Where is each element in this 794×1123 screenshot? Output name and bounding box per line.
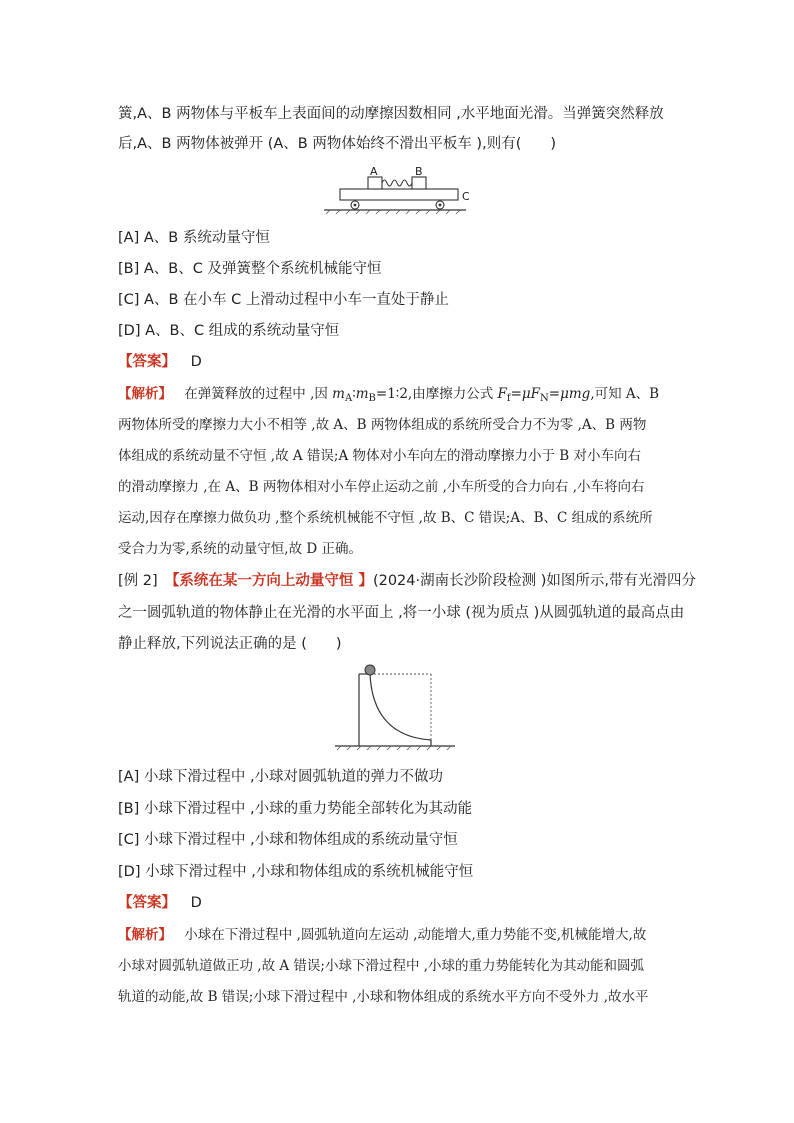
q2-option-d: [D] 小球下滑过程中 ,小球和物体组成的系统机械能守恒 [118, 864, 474, 880]
q2-analysis-line1: 【解析】 小球在下滑过程中 ,圆弧轨道向左运动 ,动能增大,重力势能不变,机械能增大,故 [118, 927, 647, 943]
q2-analysis-label: 【解析】 [118, 927, 172, 943]
q1-option-d: [D] A、B、C 组成的系统动量守恒 [118, 323, 340, 339]
q2-option-a: [A] 小球下滑过程中 ,小球对圆弧轨道的弹力不做功 [118, 769, 444, 785]
q1-analysis-line1: 【解析】 在弹簧释放的过程中 ,因 $m_A∶m_B=1∶2$,由摩擦力公式 $F_f=\mu F_N=\mu mg$,可知 A、B [118, 386, 660, 404]
q2-answer-label: 【答案】 [118, 895, 176, 911]
q1-answer-row [118, 352, 202, 372]
q1-analysis-label: 【解析】 [118, 386, 172, 402]
q1-stem-line1: 簧,A、B 两物体与平板车上表面间的动摩擦因数相同 ,水平地面光滑。当弹簧突然释放 [118, 106, 664, 122]
q2-topic-tag: 【系统在某一方向上动量守恒 】 [172, 573, 373, 589]
label-b: B [415, 165, 423, 178]
q2-stem-line2: 之一圆弧轨道的物体静止在光滑的水平面上 ,将一小球 (视为质点 )从圆弧轨道的最高点由 [118, 605, 685, 621]
q2-stem-line3: 静止释放,下列说法正确的是 ( ) [118, 636, 342, 652]
q2-option-b: [B] 小球下滑过程中 ,小球的重力势能全部转化为其动能 [118, 801, 473, 817]
q1-option-b: [B] A、B、C 及弹簧整个系统机械能守恒 [118, 261, 382, 277]
label-c: C [462, 190, 470, 203]
q2-answer-row [118, 893, 202, 913]
q1-option-c: [C] A、B 在小车 C 上滑动过程中小车一直处于静止 [118, 292, 449, 308]
q1-analysis-line5: 运动,因存在摩擦力做负功 ,整个系统机械能不守恒 ,故 B、C 错误;A、B、C 组成的系统所 [118, 510, 653, 526]
q1-stem-line2: 后,A、B 两物体被弹开 (A、B 两物体始终不滑出平板车 ),则有( ) [118, 136, 557, 152]
q2-analysis-line3: 轨道的动能,故 B 错误;小球下滑过程中 ,小球和物体组成的系统水平方向不受外力 ,故水平 [118, 989, 649, 1005]
q2-answer-value: D [190, 895, 202, 911]
cart-spring-figure [320, 160, 480, 216]
q2-analysis-line2: 小球对圆弧轨道做正功 ,故 A 错误;小球下滑过程中 ,小球的重力势能转化为其动能和圆弧 [118, 958, 645, 974]
q1-option-a: [A] A、B 系统动量守恒 [118, 230, 270, 246]
q1-answer-value: D [190, 354, 202, 370]
arc-track-figure [335, 662, 460, 754]
label-a: A [370, 165, 378, 178]
q1-analysis-line3: 体组成的系统动量不守恒 ,故 A 错误;A 物体对小车向左的滑动摩擦力小于 B 对小车向右 [118, 448, 642, 464]
q1-analysis-line2: 两物体所受的摩擦力大小不相等 ,故 A、B 两物体组成的系统所受合力不为零 ,A、B 两物 [118, 417, 647, 433]
q2-option-c: [C] 小球下滑过程中 ,小球和物体组成的系统动量守恒 [118, 832, 458, 848]
q1-analysis-line6: 受合力为零,系统的动量守恒,故 D 正确。 [118, 541, 362, 557]
q2-stem-line1: [例 2] 【系统在某一方向上动量守恒 】(2024·湖南长沙阶段检测 )如图所示,带有光滑四分 [118, 573, 696, 589]
q1-analysis-line4: 的滑动摩擦力 ,在 A、B 两物体相对小车停止运动之前 ,小车所受的合力向右 ,小车将向右 [118, 479, 645, 495]
q1-answer-label: 【答案】 [118, 354, 176, 370]
